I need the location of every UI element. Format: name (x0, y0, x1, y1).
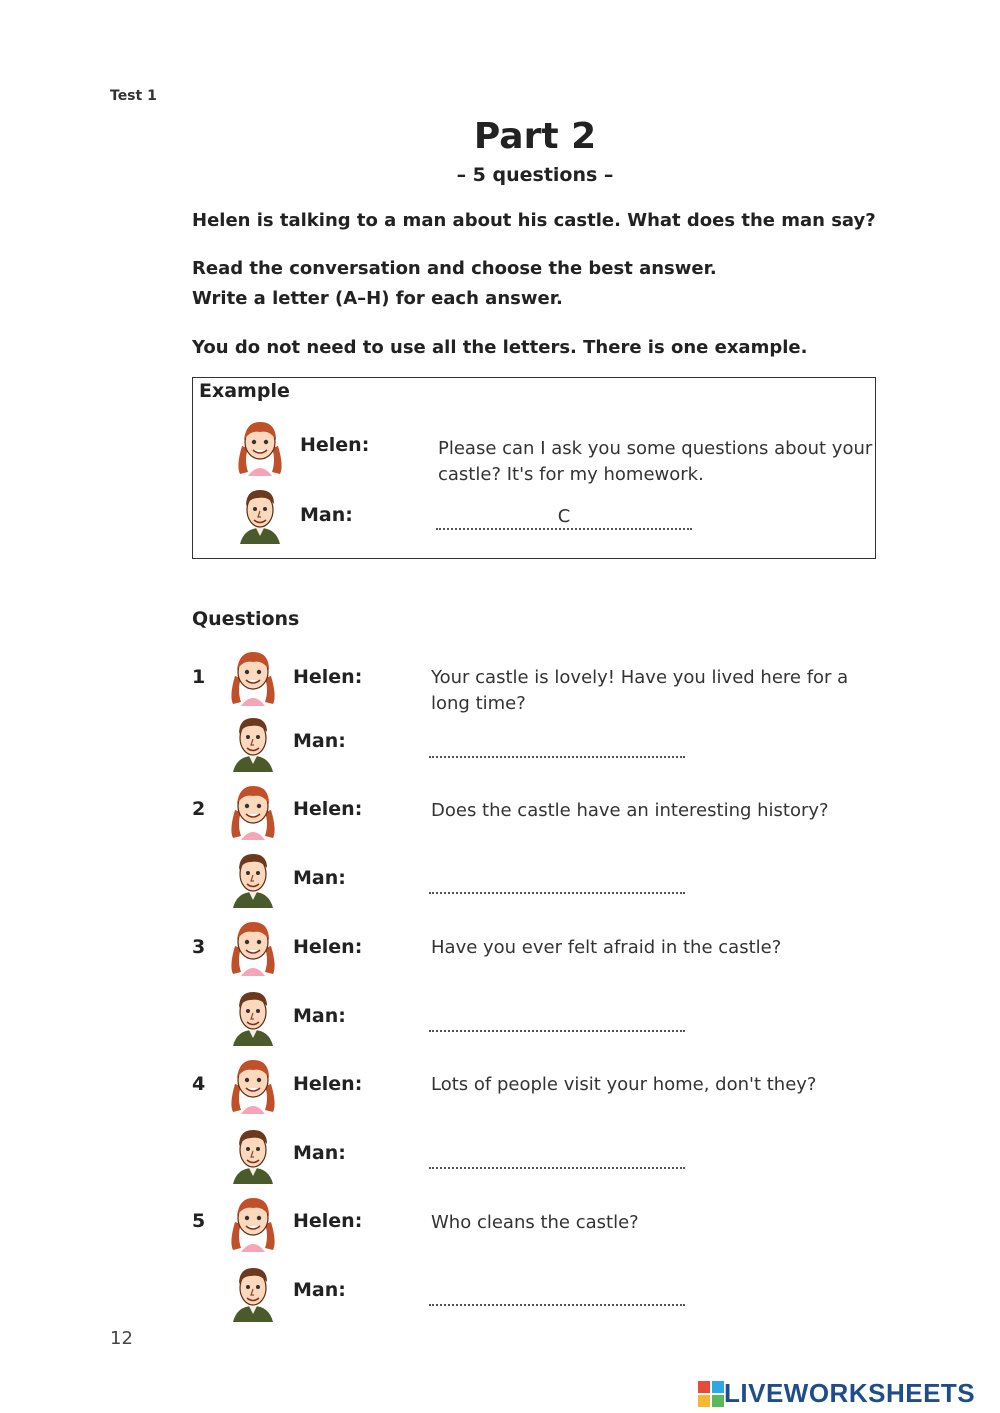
question-helen-label: Helen: (293, 936, 363, 958)
instruction-context: Helen is talking to a man about his castle. What does the man say? (192, 210, 876, 231)
question-helen-text: Have you ever felt afraid in the castle? (431, 937, 782, 958)
answer-input-3[interactable] (429, 1008, 685, 1032)
man-avatar-icon (225, 712, 281, 772)
helen-avatar-icon (225, 1054, 281, 1114)
man-avatar-icon (225, 1262, 281, 1322)
helen-avatar-icon (225, 1192, 281, 1252)
question-helen-label: Helen: (293, 666, 363, 688)
answer-input-1[interactable] (429, 734, 685, 758)
helen-avatar-icon (225, 780, 281, 840)
question-man-label: Man: (293, 1142, 346, 1164)
question-helen-text: Does the castle have an interesting history? (431, 800, 829, 821)
instruction-letters: You do not need to use all the letters. There is one example. (192, 337, 808, 358)
question-number: 4 (192, 1073, 206, 1095)
question-helen-text: Lots of people visit your home, don't they? (431, 1074, 817, 1095)
question-helen-label: Helen: (293, 1210, 363, 1232)
example-man-label: Man: (300, 504, 353, 526)
example-helen-label: Helen: (300, 434, 370, 456)
question-man-label: Man: (293, 1005, 346, 1027)
man-avatar-icon (225, 1124, 281, 1184)
helen-avatar-icon (225, 916, 281, 976)
liveworksheets-logo-icon (698, 1381, 724, 1407)
brand-text: LIVEWORKSHEETS (724, 1378, 976, 1408)
answer-input-5[interactable] (429, 1282, 685, 1306)
helen-avatar-icon (225, 646, 281, 706)
questions-heading: Questions (192, 608, 300, 630)
helen-avatar-icon (232, 416, 288, 476)
example-heading: Example (199, 380, 290, 402)
example-answer: C (436, 506, 692, 530)
page-subtitle: – 5 questions – (456, 164, 614, 186)
question-number: 1 (192, 666, 206, 688)
question-number: 2 (192, 798, 206, 820)
instruction-read: Read the conversation and choose the best answer. (192, 258, 717, 279)
question-number: 3 (192, 936, 206, 958)
test-label: Test 1 (110, 88, 157, 104)
page-number: 12 (110, 1328, 133, 1349)
question-helen-text: Your castle is lovely! Have you lived here for a long time? (431, 667, 849, 714)
question-helen-text: Who cleans the castle? (431, 1212, 639, 1233)
page-title: Part 2 (473, 116, 597, 157)
question-helen-label: Helen: (293, 798, 363, 820)
question-man-label: Man: (293, 730, 346, 752)
question-helen-label: Helen: (293, 1073, 363, 1095)
man-avatar-icon (225, 848, 281, 908)
question-man-label: Man: (293, 867, 346, 889)
question-number: 5 (192, 1210, 206, 1232)
man-avatar-icon (225, 986, 281, 1046)
answer-input-2[interactable] (429, 870, 685, 894)
answer-input-4[interactable] (429, 1145, 685, 1169)
example-helen-text: Please can I ask you some questions about your castle? It's for my homework. (438, 438, 873, 485)
question-man-label: Man: (293, 1279, 346, 1301)
instruction-write: Write a letter (A–H) for each answer. (192, 288, 563, 309)
brand-logo (698, 1378, 975, 1409)
man-avatar-icon (232, 484, 288, 544)
